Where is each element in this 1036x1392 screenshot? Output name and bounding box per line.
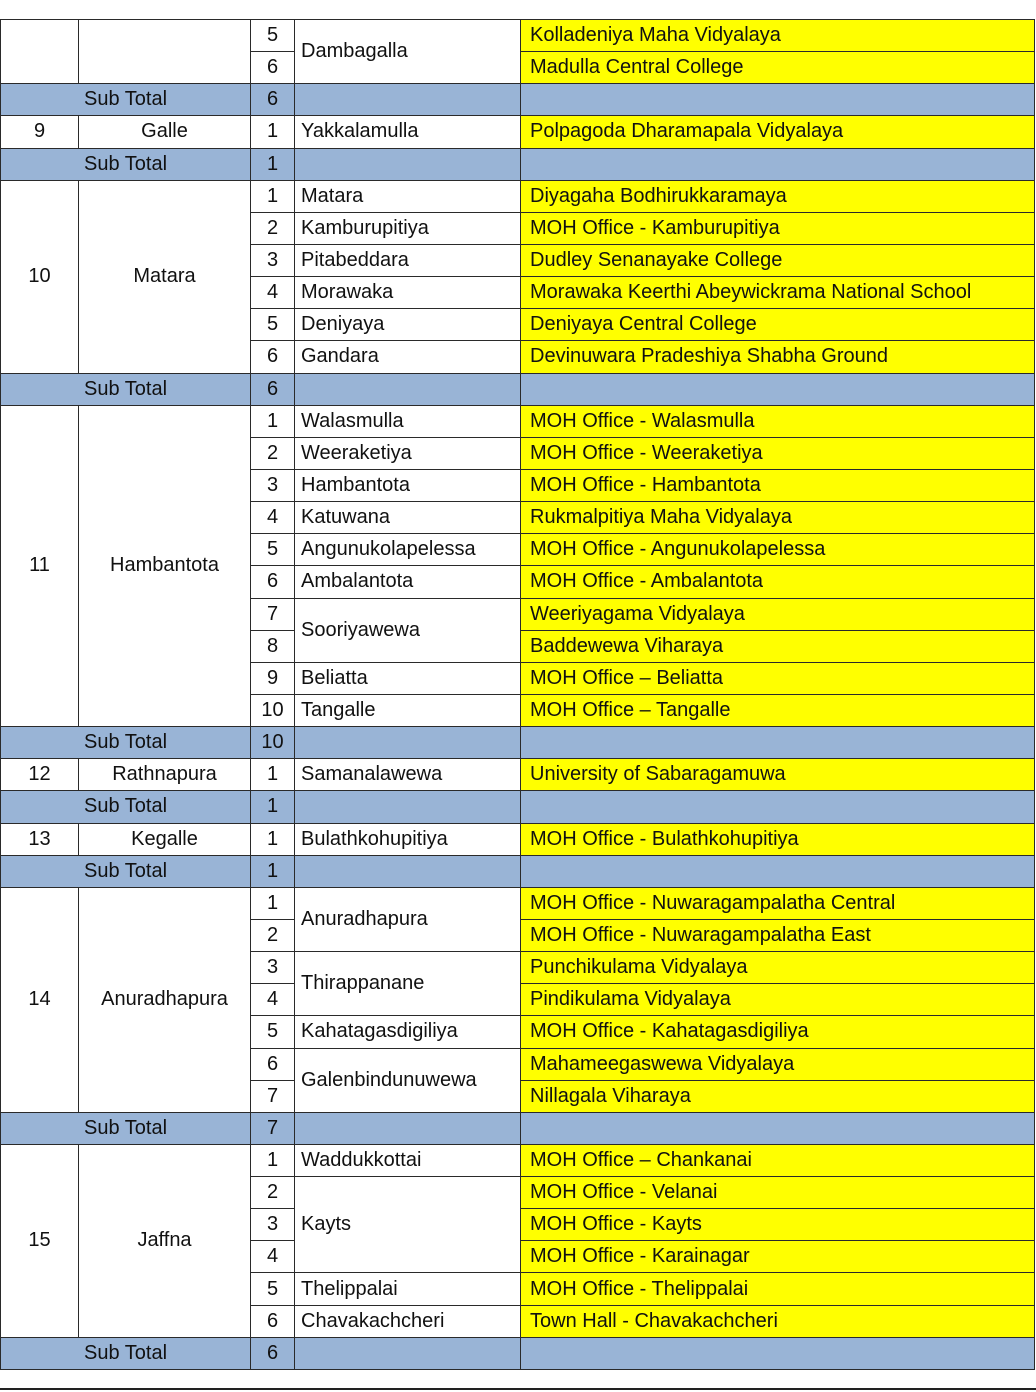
subtotal-label: Sub Total [1, 791, 251, 823]
district-name-cell: Jaffna [79, 1144, 251, 1337]
vaccination-site-cell: MOH Office – Tangalle [521, 694, 1035, 726]
vaccination-site-cell: MOH Office - Bulathkohupitiya [521, 823, 1035, 855]
subtotal-value: 1 [251, 791, 295, 823]
district-name-cell: Hambantota [79, 405, 251, 726]
moh-area-cell: Kahatagasdigiliya [295, 1016, 521, 1048]
vaccination-site-cell: MOH Office - Kayts [521, 1209, 1035, 1241]
vaccination-site-cell: MOH Office - Weeraketiya [521, 437, 1035, 469]
subtotal-empty-area [295, 855, 521, 887]
vaccination-site-cell: MOH Office - Kahatagasdigiliya [521, 1016, 1035, 1048]
moh-area-cell: Galenbindunuwewa [295, 1048, 521, 1112]
moh-area-cell: Kayts [295, 1177, 521, 1273]
vaccination-site-cell: MOH Office - Nuwaragampalatha East [521, 919, 1035, 951]
district-number-cell: 15 [1, 1144, 79, 1337]
subtotal-empty-area [295, 1337, 521, 1369]
moh-area-cell: Kamburupitiya [295, 212, 521, 244]
subtotal-empty-site [521, 84, 1035, 116]
moh-area-cell: Samanalawewa [295, 759, 521, 791]
row-index-cell: 3 [251, 952, 295, 984]
district-name-cell: Rathnapura [79, 759, 251, 791]
subtotal-value: 1 [251, 148, 295, 180]
vaccination-site-cell: Morawaka Keerthi Abeywickrama National School [521, 277, 1035, 309]
subtotal-empty-area [295, 84, 521, 116]
moh-area-cell: Ambalantota [295, 566, 521, 598]
row-index-cell: 3 [251, 244, 295, 276]
table-row [1, 759, 1035, 791]
row-index-cell: 4 [251, 1241, 295, 1273]
subtotal-empty-site [521, 1337, 1035, 1369]
moh-area-cell: Katuwana [295, 502, 521, 534]
subtotal-label: Sub Total [1, 373, 251, 405]
moh-area-cell: Pitabeddara [295, 244, 521, 276]
vaccination-site-cell: MOH Office - Velanai [521, 1177, 1035, 1209]
row-index-cell: 8 [251, 630, 295, 662]
row-index-cell: 1 [251, 116, 295, 148]
row-index-cell: 2 [251, 919, 295, 951]
moh-area-cell: Beliatta [295, 662, 521, 694]
district-name-cell [79, 20, 251, 84]
vaccination-site-cell: Pindikulama Vidyalaya [521, 984, 1035, 1016]
subtotal-label: Sub Total [1, 727, 251, 759]
row-index-cell: 2 [251, 212, 295, 244]
vaccination-site-cell: Nillagala Viharaya [521, 1080, 1035, 1112]
table-row [1, 1144, 1035, 1176]
centres-table [0, 19, 1035, 1370]
subtotal-empty-site [521, 855, 1035, 887]
row-index-cell: 6 [251, 52, 295, 84]
row-index-cell: 5 [251, 534, 295, 566]
row-index-cell: 2 [251, 437, 295, 469]
vaccination-site-cell: Deniyaya Central College [521, 309, 1035, 341]
subtotal-empty-area [295, 373, 521, 405]
moh-area-cell: Thirappanane [295, 952, 521, 1016]
moh-area-cell: Morawaka [295, 277, 521, 309]
row-index-cell: 4 [251, 502, 295, 534]
vaccination-site-cell: Punchikulama Vidyalaya [521, 952, 1035, 984]
row-index-cell: 5 [251, 1016, 295, 1048]
vaccination-site-cell: MOH Office - Ambalantota [521, 566, 1035, 598]
row-index-cell: 7 [251, 598, 295, 630]
vaccination-site-cell: MOH Office - Hambantota [521, 469, 1035, 501]
moh-area-cell: Chavakachcheri [295, 1305, 521, 1337]
subtotal-empty-site [521, 148, 1035, 180]
moh-area-cell: Thelippalai [295, 1273, 521, 1305]
table-row [1, 887, 1035, 919]
district-number-cell: 13 [1, 823, 79, 855]
vaccination-site-cell: Weeriyagama Vidyalaya [521, 598, 1035, 630]
vaccination-site-cell: Madulla Central College [521, 52, 1035, 84]
vaccination-site-cell: MOH Office - Karainagar [521, 1241, 1035, 1273]
row-index-cell: 5 [251, 309, 295, 341]
vaccination-site-cell: Dudley Senanayake College [521, 244, 1035, 276]
row-index-cell: 6 [251, 566, 295, 598]
moh-area-cell: Hambantota [295, 469, 521, 501]
centres-table-body [1, 20, 1035, 1370]
district-number-cell: 11 [1, 405, 79, 726]
district-number-cell: 14 [1, 887, 79, 1112]
subtotal-row [1, 855, 1035, 887]
vaccination-site-cell: Diyagaha Bodhirukkaramaya [521, 180, 1035, 212]
subtotal-value: 10 [251, 727, 295, 759]
subtotal-row [1, 148, 1035, 180]
moh-area-cell: Matara [295, 180, 521, 212]
subtotal-value: 7 [251, 1112, 295, 1144]
moh-area-cell: Tangalle [295, 694, 521, 726]
subtotal-value: 6 [251, 1337, 295, 1369]
row-index-cell: 5 [251, 20, 295, 52]
subtotal-row [1, 1112, 1035, 1144]
subtotal-row [1, 791, 1035, 823]
subtotal-row [1, 84, 1035, 116]
subtotal-label: Sub Total [1, 1337, 251, 1369]
row-index-cell: 1 [251, 887, 295, 919]
moh-area-cell: Sooriyawewa [295, 598, 521, 662]
moh-area-cell: Bulathkohupitiya [295, 823, 521, 855]
row-index-cell: 5 [251, 1273, 295, 1305]
vaccination-site-cell: MOH Office – Beliatta [521, 662, 1035, 694]
subtotal-row [1, 1337, 1035, 1369]
moh-area-cell: Waddukkottai [295, 1144, 521, 1176]
moh-area-cell: Weeraketiya [295, 437, 521, 469]
district-number-cell [1, 20, 79, 84]
subtotal-empty-site [521, 1112, 1035, 1144]
subtotal-row [1, 727, 1035, 759]
row-index-cell: 1 [251, 759, 295, 791]
subtotal-value: 6 [251, 373, 295, 405]
vaccination-site-cell: Kolladeniya Maha Vidyalaya [521, 20, 1035, 52]
subtotal-empty-area [295, 791, 521, 823]
table-row [1, 180, 1035, 212]
district-number-cell: 12 [1, 759, 79, 791]
moh-area-cell: Anuradhapura [295, 887, 521, 951]
subtotal-empty-site [521, 727, 1035, 759]
vaccination-site-cell: Rukmalpitiya Maha Vidyalaya [521, 502, 1035, 534]
district-name-cell: Matara [79, 180, 251, 373]
row-index-cell: 3 [251, 469, 295, 501]
row-index-cell: 4 [251, 984, 295, 1016]
row-index-cell: 6 [251, 1305, 295, 1337]
subtotal-label: Sub Total [1, 148, 251, 180]
subtotal-label: Sub Total [1, 1112, 251, 1144]
vaccination-site-cell: Mahameegaswewa Vidyalaya [521, 1048, 1035, 1080]
row-index-cell: 1 [251, 1144, 295, 1176]
subtotal-value: 6 [251, 84, 295, 116]
row-index-cell: 4 [251, 277, 295, 309]
row-index-cell: 10 [251, 694, 295, 726]
district-number-cell: 10 [1, 180, 79, 373]
vaccination-site-cell: Baddewewa Viharaya [521, 630, 1035, 662]
vaccination-site-cell: MOH Office - Kamburupitiya [521, 212, 1035, 244]
table-row [1, 823, 1035, 855]
row-index-cell: 1 [251, 405, 295, 437]
district-name-cell: Kegalle [79, 823, 251, 855]
moh-area-cell: Dambagalla [295, 20, 521, 84]
bottom-divider [0, 1388, 1036, 1390]
row-index-cell: 2 [251, 1177, 295, 1209]
subtotal-empty-area [295, 148, 521, 180]
vaccination-site-cell: MOH Office - Thelippalai [521, 1273, 1035, 1305]
subtotal-row [1, 373, 1035, 405]
row-index-cell: 1 [251, 823, 295, 855]
vaccination-centres-table-sheet [0, 19, 1036, 1370]
moh-area-cell: Gandara [295, 341, 521, 373]
moh-area-cell: Walasmulla [295, 405, 521, 437]
vaccination-site-cell: MOH Office – Chankanai [521, 1144, 1035, 1176]
vaccination-site-cell: Town Hall - Chavakachcheri [521, 1305, 1035, 1337]
vaccination-site-cell: MOH Office - Walasmulla [521, 405, 1035, 437]
subtotal-empty-site [521, 373, 1035, 405]
vaccination-site-cell: MOH Office - Angunukolapelessa [521, 534, 1035, 566]
row-index-cell: 6 [251, 341, 295, 373]
moh-area-cell: Angunukolapelessa [295, 534, 521, 566]
row-index-cell: 1 [251, 180, 295, 212]
row-index-cell: 6 [251, 1048, 295, 1080]
district-name-cell: Galle [79, 116, 251, 148]
row-index-cell: 3 [251, 1209, 295, 1241]
table-row [1, 405, 1035, 437]
subtotal-label: Sub Total [1, 855, 251, 887]
table-row [1, 116, 1035, 148]
subtotal-empty-site [521, 791, 1035, 823]
subtotal-empty-area [295, 1112, 521, 1144]
subtotal-label: Sub Total [1, 84, 251, 116]
row-index-cell: 9 [251, 662, 295, 694]
vaccination-site-cell: University of Sabaragamuwa [521, 759, 1035, 791]
district-name-cell: Anuradhapura [79, 887, 251, 1112]
row-index-cell: 7 [251, 1080, 295, 1112]
district-number-cell: 9 [1, 116, 79, 148]
subtotal-empty-area [295, 727, 521, 759]
vaccination-site-cell: MOH Office - Nuwaragampalatha Central [521, 887, 1035, 919]
vaccination-site-cell: Polpagoda Dharamapala Vidyalaya [521, 116, 1035, 148]
moh-area-cell: Deniyaya [295, 309, 521, 341]
subtotal-value: 1 [251, 855, 295, 887]
table-row [1, 20, 1035, 52]
moh-area-cell: Yakkalamulla [295, 116, 521, 148]
vaccination-site-cell: Devinuwara Pradeshiya Shabha Ground [521, 341, 1035, 373]
